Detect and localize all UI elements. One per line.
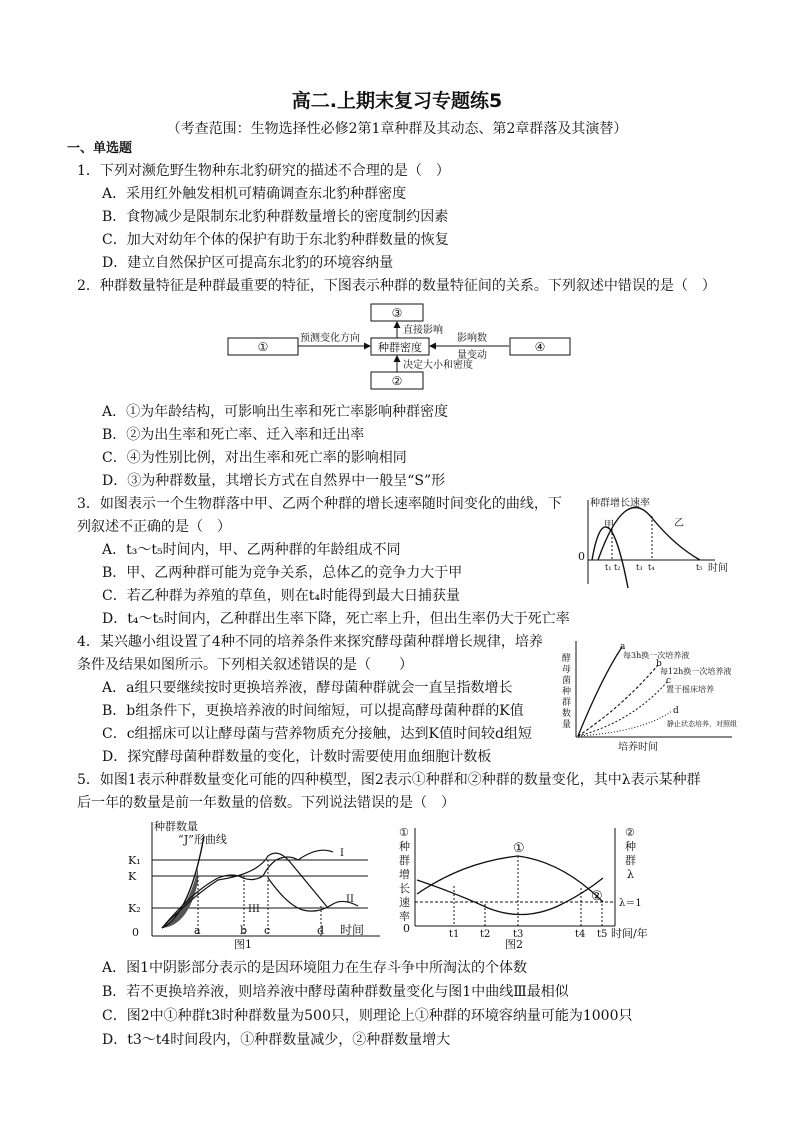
q5-option-a: A．图1中阴影部分表示的是因环境阻力在生存斗争中所淘汰的个体数 bbox=[102, 960, 528, 976]
q3-tick-t3: t₃ bbox=[636, 563, 643, 572]
q4-label-c: c bbox=[666, 676, 672, 686]
fig1-k: K bbox=[128, 870, 137, 883]
q3-option-d: D．t₄～t₅时间内，乙种群出生率下降，死亡率上升，但出生率仍大于死亡率 bbox=[102, 611, 570, 627]
q4-chart bbox=[552, 637, 742, 757]
q4-ylabel-0: 酵 bbox=[562, 654, 572, 664]
fig2-curve-2 bbox=[417, 878, 603, 915]
fig1-tick-b: b bbox=[240, 924, 248, 937]
q4-option-d: D．探究酵母菌种群数量的变化，计数时需要使用血细胞计数板 bbox=[102, 749, 492, 765]
q2-option-a: A．①为年龄结构，可影响出生率和死亡率影响种群密度 bbox=[102, 404, 449, 420]
q4-label-b: b bbox=[656, 659, 662, 669]
fig1-jcurve-label: “J”形曲线 bbox=[178, 833, 227, 846]
q4-xlabel: 培养时间 bbox=[618, 742, 658, 753]
fig2-curve-2-label: ② bbox=[591, 889, 603, 904]
q3-xlabel: 时间 bbox=[708, 563, 728, 574]
q1-option-a: A．采用红外触发相机可精确调查东北豹种群密度 bbox=[102, 186, 407, 202]
fig2-caption: 图2 bbox=[505, 938, 523, 951]
q4-ylabel-5: 数 bbox=[562, 709, 572, 719]
q2-option-b: B．②为出生率和死亡率、迁入率和迁出率 bbox=[102, 427, 365, 443]
q4-option-c: C．c组摇床可以让酵母菌与营养物质充分接触，达到K值时间较d组短 bbox=[102, 726, 532, 742]
fig1-label-ii: II bbox=[346, 894, 354, 905]
q5-figure-1 bbox=[118, 816, 386, 950]
box-2-label: ② bbox=[391, 374, 403, 388]
q3-option-b: B．甲、乙两种群可能为竞争关系，总体乙的竞争力大于甲 bbox=[102, 565, 463, 581]
fig2-left-label-4: 长 bbox=[399, 882, 410, 895]
fig1-ylabel: 种群数量 bbox=[154, 820, 198, 833]
q3-ylabel: 种群增长速率 bbox=[590, 498, 650, 509]
q3-stem-line1: 3．如图表示一个生物群落中甲、乙两个种群的增长速率随时间变化的曲线，下 bbox=[77, 496, 562, 512]
fig2-left-label-0: ① bbox=[399, 826, 409, 839]
q3-origin: 0 bbox=[578, 550, 585, 563]
fig2-tick-t5: t5 bbox=[597, 929, 608, 940]
fig1-k2: K₂ bbox=[128, 902, 141, 915]
q4-ylabel-1: 母 bbox=[562, 665, 572, 675]
q5-figure-2 bbox=[393, 822, 653, 952]
q5-option-b: B．若不更换培养液，则培养液中酵母菌种群数量变化与图1中曲线Ⅲ最相似 bbox=[102, 984, 569, 1000]
arrow-right-label2: 量变动 bbox=[457, 350, 487, 361]
q4-ylabel-4: 群 bbox=[562, 698, 572, 708]
q3-curve-jia bbox=[592, 527, 628, 588]
fig2-right-label-2: 群 bbox=[625, 854, 636, 867]
q1-option-b: B．食物减少是限制东北豹种群数量增长的密度制约因素 bbox=[102, 209, 449, 225]
q3-stem-line2: 列叙述不正确的是（ ） bbox=[77, 519, 231, 535]
fig2-right-label-3: λ bbox=[627, 868, 634, 881]
q3-tick-t1: t₁ bbox=[605, 563, 612, 572]
q5-option-d: D．t3～t4时间段内，①种群数量减少，②种群数量增大 bbox=[102, 1032, 451, 1048]
q3-tick-t4: t₄ bbox=[648, 563, 655, 572]
fig1-curve-ii bbox=[268, 878, 358, 911]
fig1-shaded-area bbox=[162, 868, 198, 928]
q4-ylabel-2: 菌 bbox=[562, 676, 572, 686]
fig1-label-iii: III bbox=[248, 904, 260, 915]
fig2-tick-t1: t1 bbox=[449, 929, 460, 940]
q2-stem: 2．种群数量特征是种群最重要的特征，下图表示种群的数量特征间的关系。下列叙述中错误的是（ ） bbox=[77, 278, 716, 294]
q4-note-a: 每3h换一次培养液 bbox=[623, 651, 690, 660]
q5-stem-line1: 5．如图1表示种群数量变化可能的四种模型，图2表示①种群和②种群的数量变化，其中λ表示某种群 bbox=[77, 772, 701, 788]
q3-option-c: C．若乙种群为养殖的草鱼，则在t₄时能得到最大日捕获量 bbox=[102, 588, 460, 604]
q4-ylabel-3: 种 bbox=[562, 687, 572, 697]
box-3-label: ③ bbox=[391, 306, 403, 320]
arrow-bottom-label: 决定大小和密度 bbox=[403, 360, 473, 371]
fig2-tick-t2: t2 bbox=[480, 929, 491, 940]
q5-option-c: C．图2中①种群t3时种群数量为500只，则理论上①种群的环境容纳量可能为1000只 bbox=[102, 1008, 633, 1024]
arrow-top-label: 直接影响 bbox=[403, 325, 443, 336]
fig1-label-i: I bbox=[340, 848, 344, 859]
fig1-k1: K₁ bbox=[128, 854, 141, 867]
q1-option-c: C．加大对幼年个体的保护有助于东北豹种群数量的恢复 bbox=[102, 232, 449, 248]
q4-curve-d bbox=[578, 711, 672, 736]
fig2-curve-1 bbox=[417, 856, 603, 902]
q3-series-yi: 乙 bbox=[674, 518, 684, 529]
fig2-lambda-label: λ＝1 bbox=[619, 898, 642, 909]
q3-tick-t2: t₂ bbox=[614, 563, 621, 572]
q4-ylabel-6: 量 bbox=[562, 720, 572, 730]
section-heading: 一、单选题 bbox=[67, 141, 133, 156]
q4-stem-line2: 条件及结果如图所示。下列相关叙述错误的是（ ） bbox=[77, 657, 413, 673]
fig1-tick-a: a bbox=[194, 924, 201, 937]
q4-note-d: 静止状态培养，对照组 bbox=[667, 720, 737, 728]
fig2-left-label-5: 速 bbox=[399, 896, 410, 909]
arrow-left-label: 预测变化方向 bbox=[300, 333, 360, 344]
box-4-label: ④ bbox=[534, 340, 546, 354]
q3-option-a: A．t₃～t₅时间内，甲、乙两种群的年龄组成不同 bbox=[102, 542, 401, 558]
q5-stem-line2: 后一年的数量是前一年数量的倍数。下列说法错误的是（ ） bbox=[77, 795, 455, 811]
fig1-tick-c: c bbox=[264, 924, 271, 937]
fig2-right-label-0: ② bbox=[625, 826, 635, 839]
fig1-tick-d: d bbox=[317, 924, 325, 937]
fig2-left-label-2: 群 bbox=[399, 854, 410, 867]
q4-curve-a bbox=[578, 647, 622, 736]
page-subtitle: （考查范围：生物选择性必修2第1章种群及其动态、第2章群落及其演替） bbox=[166, 121, 628, 137]
fig1-xlabel: 时间 bbox=[340, 923, 365, 937]
q2-option-d: D．③为种群数量，其增长方式在自然界中一般呈“S”形 bbox=[102, 473, 446, 489]
fig1-curve-iii bbox=[162, 853, 328, 928]
q2-diagram bbox=[220, 300, 580, 398]
q4-curve-c bbox=[578, 681, 668, 736]
fig2-xlabel: 时间/年 bbox=[611, 927, 648, 940]
arrow-right-label1: 影响数 bbox=[457, 333, 487, 344]
fig2-tick-t3: t3 bbox=[513, 929, 524, 940]
q4-curve-b bbox=[578, 665, 658, 736]
q4-note-c: 置于摇床培养 bbox=[666, 685, 714, 694]
fig2-tick-t4: t4 bbox=[575, 929, 586, 940]
q4-label-d: d bbox=[673, 706, 679, 716]
box-density-label: 种群密度 bbox=[378, 341, 422, 354]
q1-stem: 1．下列对濒危野生物种东北豹研究的描述不合理的是（ ） bbox=[77, 163, 450, 179]
fig2-left-label-3: 增 bbox=[399, 868, 410, 881]
q3-series-jia: 甲 bbox=[604, 520, 614, 531]
q3-chart bbox=[570, 494, 740, 598]
box-1-label: ① bbox=[257, 340, 269, 354]
fig2-left-label-1: 种 bbox=[399, 840, 410, 853]
q2-option-c: C．④为性别比例，对出生率和死亡率的影响相同 bbox=[102, 450, 407, 466]
fig1-origin: 0 bbox=[132, 926, 139, 939]
fig2-origin: 0 bbox=[403, 922, 410, 935]
q1-option-d: D．建立自然保护区可提高东北豹的环境容纳量 bbox=[102, 255, 394, 271]
fig2-curve-1-label: ① bbox=[513, 841, 525, 856]
q3-tick-t5: t₅ bbox=[696, 563, 703, 572]
fig1-curve-i bbox=[162, 850, 333, 928]
q4-option-b: B．b组条件下，更换培养液的时间缩短，可以提高酵母菌种群的K值 bbox=[102, 703, 524, 719]
page-title: 高二.上期末复习专题练5 bbox=[291, 90, 503, 112]
q4-note-b: 每12h换一次培养液 bbox=[660, 667, 732, 676]
fig2-right-label-1: 种 bbox=[625, 840, 636, 853]
fig1-caption: 图1 bbox=[234, 938, 252, 950]
q4-option-a: A．a组只要继续按时更换培养液，酵母菌种群就会一直呈指数增长 bbox=[102, 680, 513, 696]
q4-label-a: a bbox=[620, 642, 626, 652]
q4-stem-line1: 4．某兴趣小组设置了4种不同的培养条件来探究酵母菌种群增长规律，培养 bbox=[77, 634, 543, 650]
fig2-left-label-6: 率 bbox=[399, 910, 410, 923]
